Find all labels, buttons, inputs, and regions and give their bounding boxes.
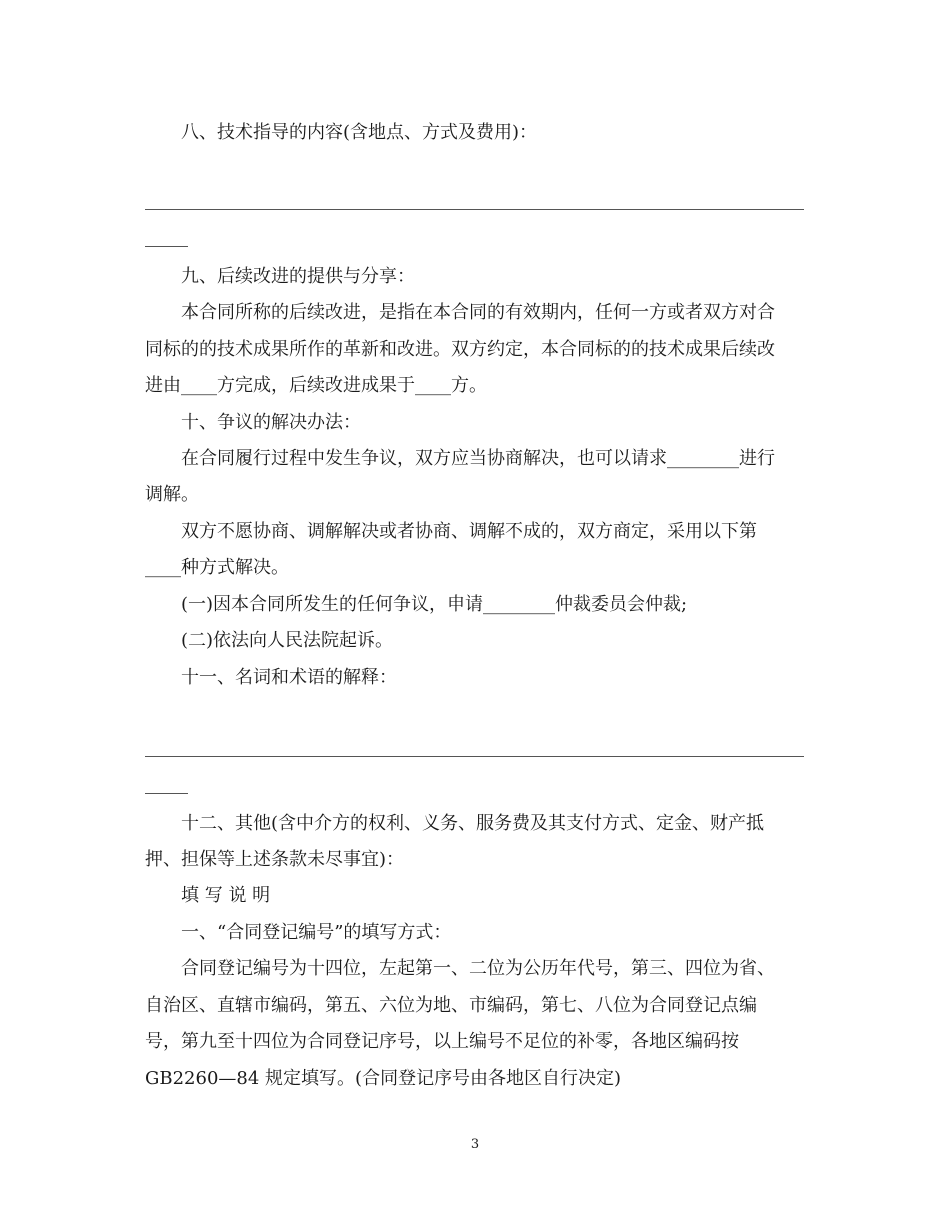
fill-in-line-end — [145, 246, 188, 247]
section-10-paragraph-line: 在合同履行过程中发生争议，双方应当协商解决，也可以请求________进行 — [181, 448, 775, 469]
section-9-paragraph-line: 进由____方完成，后续改进成果于____方。 — [145, 375, 487, 396]
section-9-heading: 九、后续改进的提供与分享： — [181, 266, 415, 287]
section-12-heading: 押、担保等上述条款未尽事宜)： — [145, 849, 405, 870]
note-1-paragraph-line: 自治区、直辖市编码，第五、六位为地、市编码，第七、八位为合同登记点编 — [145, 995, 757, 1016]
section-10-paragraph-line: 调解。 — [145, 484, 199, 505]
section-9-paragraph-line: 同标的的技术成果所作的革新和改进。双方约定，本合同标的的技术成果后续改 — [145, 339, 775, 360]
page-number: 3 — [470, 1137, 480, 1152]
section-10-option-2: (二)依法向人民法院起诉。 — [181, 630, 394, 651]
section-10-heading: 十、争议的解决办法： — [181, 412, 361, 433]
note-1-heading: 一、“合同登记编号”的填写方式： — [181, 922, 452, 943]
section-10-paragraph-line: 双方不愿协商、调解解决或者协商、调解不成的，双方商定，采用以下第 — [181, 521, 757, 542]
section-10-paragraph-line: ____种方式解决。 — [145, 557, 289, 578]
section-9-paragraph-line: 本合同所称的后续改进，是指在本合同的有效期内，任何一方或者双方对合 — [181, 302, 775, 323]
fill-in-line — [145, 756, 804, 757]
fill-in-line-end — [145, 793, 188, 794]
fill-in-line — [145, 209, 804, 210]
note-1-paragraph-line: GB2260—84 规定填写。(合同登记序号由各地区自行决定) — [145, 1068, 622, 1089]
note-1-paragraph-line: 合同登记编号为十四位，左起第一、二位为公历年代号，第三、四位为省、 — [181, 958, 775, 979]
section-11-heading: 十一、名词和术语的解释： — [181, 667, 397, 688]
section-12-heading: 十二、其他(含中介方的权利、义务、服务费及其支付方式、定金、财产抵 — [181, 813, 765, 834]
notes-title: 填 写 说 明 — [181, 885, 271, 906]
section-8-heading: 八、技术指导的内容(含地点、方式及费用)： — [181, 122, 538, 143]
note-1-paragraph-line: 号，第九至十四位为合同登记序号，以上编号不足位的补零，各地区编码按 — [145, 1031, 739, 1052]
section-10-option-1: (一)因本合同所发生的任何争议，申请________仲裁委员会仲裁; — [181, 594, 688, 615]
